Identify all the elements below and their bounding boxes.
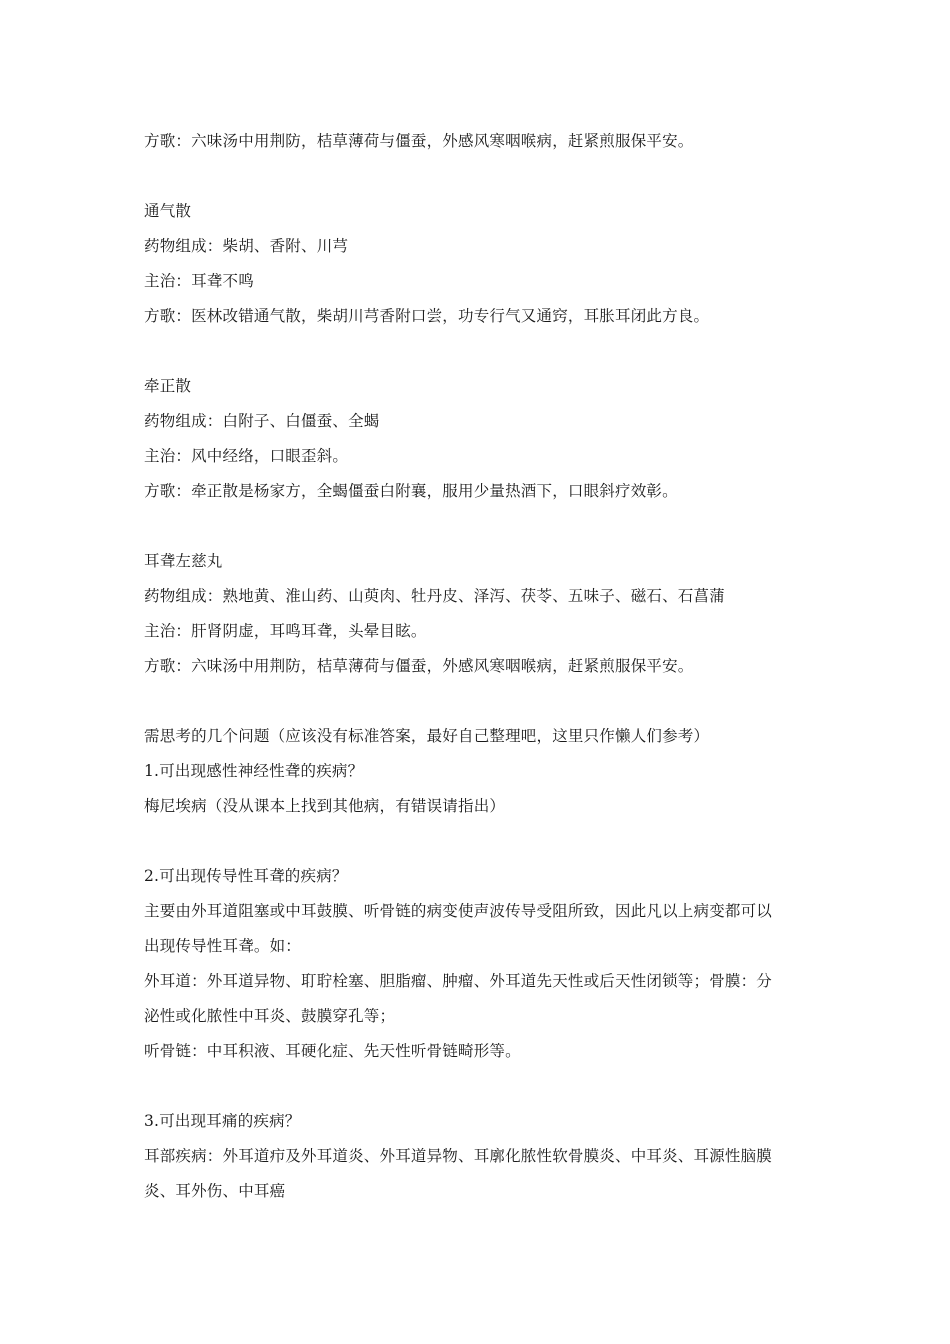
text-line: 主要由外耳道阻塞或中耳鼓膜、听骨链的病变使声波传导受阻所致，因此凡以上病变都可以 [144,902,773,920]
text-line: 方歌：六味汤中用荆防，桔草薄荷与僵蚕，外感风寒咽喉病，赶紧煎服保平安。 [144,657,694,675]
question-heading: 1.可出现感性神经性聋的疾病？ [144,762,364,780]
question-heading: 3.可出现耳痛的疾病？ [144,1112,301,1130]
text-line: 泌性或化脓性中耳炎、鼓膜穿孔等； [144,1007,396,1025]
text-line: 出现传导性耳聋。如： [144,937,302,955]
blank-line [144,509,824,544]
text-line: 药物组成：柴胡、香附、川芎 [144,237,349,255]
text-line: 主治：风中经络，口眼歪斜。 [144,447,349,465]
formula-title: 耳聋左慈丸 [144,552,223,570]
formula-title: 牵正散 [144,377,192,395]
text-line: 外耳道：外耳道异物、耵聍栓塞、胆脂瘤、肿瘤、外耳道先天性或后天性闭锁等；骨膜：分 [144,972,773,990]
question-heading: 2.可出现传导性耳聋的疾病？ [144,867,348,885]
text-line: 药物组成：白附子、白僵蚕、全蝎 [144,412,380,430]
text-line: 听骨链：中耳积液、耳硬化症、先天性听骨链畸形等。 [144,1042,521,1060]
text-line: 炎、耳外伤、中耳癌 [144,1182,286,1200]
blank-line [144,159,824,194]
text-line: 方歌：牵正散是杨家方，全蝎僵蚕白附襄，服用少量热酒下，口眼斜疗效彰。 [144,482,678,500]
blank-line [144,334,824,369]
formula-title: 通气散 [144,202,192,220]
text-line: 主治：耳聋不鸣 [144,272,254,290]
text-line: 药物组成：熟地黄、淮山药、山萸肉、牡丹皮、泽泻、茯苓、五味子、磁石、石菖蒲 [144,587,725,605]
text-line: 梅尼埃病（没从课本上找到其他病，有错误请指出） [144,797,506,815]
section-heading: 需思考的几个问题（应该没有标准答案，最好自己整理吧，这里只作懒人们参考） [144,727,710,745]
blank-line [144,684,824,719]
document-body [144,124,824,1209]
blank-line [144,824,824,859]
text-line: 方歌：医林改错通气散，柴胡川芎香附口尝，功专行气又通窍，耳胀耳闭此方良。 [144,307,710,325]
blank-line [144,1069,824,1104]
text-line: 方歌：六味汤中用荆防，桔草薄荷与僵蚕，外感风寒咽喉病，赶紧煎服保平安。 [144,132,694,150]
text-line: 耳部疾病：外耳道疖及外耳道炎、外耳道异物、耳廓化脓性软骨膜炎、中耳炎、耳源性脑膜 [144,1147,773,1165]
text-line: 主治：肝肾阴虚，耳鸣耳聋，头晕目眩。 [144,622,427,640]
